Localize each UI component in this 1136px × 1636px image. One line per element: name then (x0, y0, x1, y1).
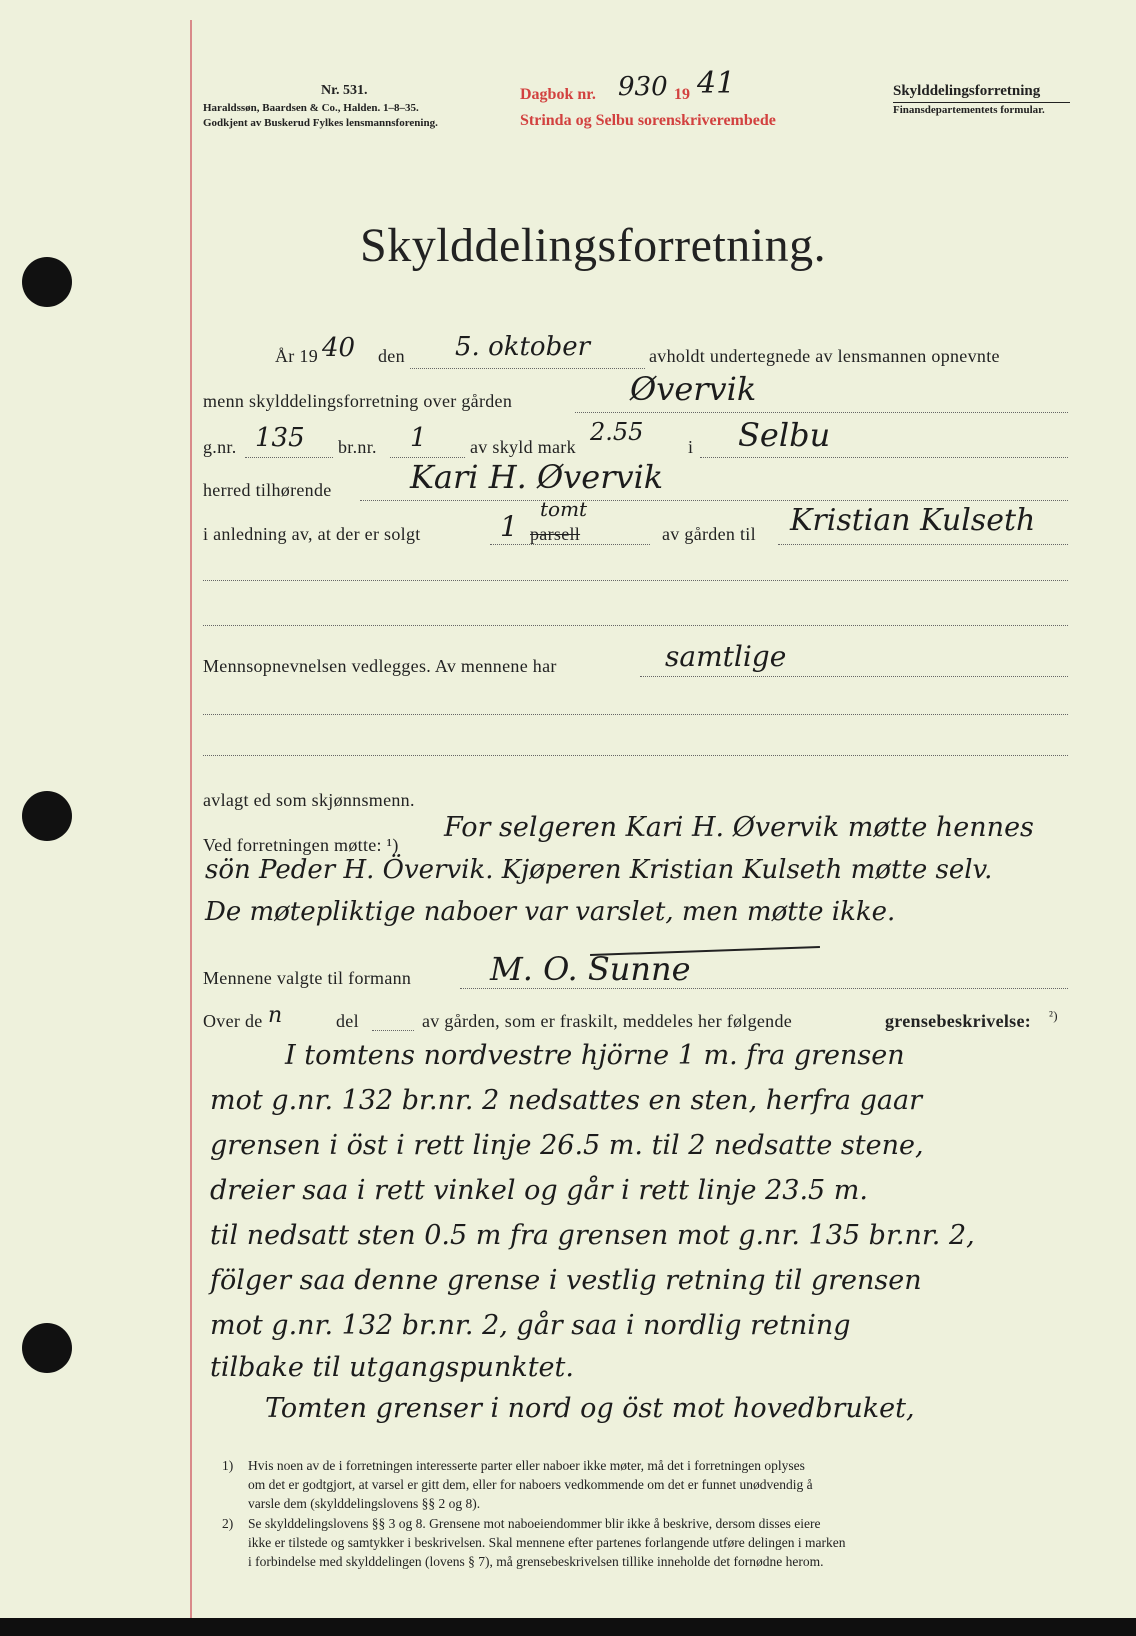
dagbok-year: 41 (697, 66, 736, 101)
dagbok-stamp-label: Dagbok nr. (520, 86, 596, 103)
formann-label: Mennene valgte til formann (203, 968, 412, 988)
brnr-value: 1 (410, 423, 427, 453)
punch-hole (22, 257, 72, 307)
form-subtitle-right: Finansdepartementets formular. (893, 104, 1045, 116)
motte-line-1: For selgeren Kari H. Øvervik møtte hennes (444, 812, 1034, 843)
date-dots (410, 368, 645, 369)
desc-line-3: grensen i öst i rett linje 26.5 m. til 2 nedsatte stene, (210, 1130, 924, 1161)
desc-line-8: tilbake til utgangspunktet. (210, 1352, 574, 1383)
buyer-value: Kristian Kulseth (790, 503, 1036, 538)
gnr-value: 135 (255, 423, 305, 453)
desc-line-2: mot g.nr. 132 br.nr. 2 nedsattes en sten, herfra gaar (210, 1085, 922, 1116)
desc-line-5: til nedsatt sten 0.5 m fra grensen mot g.nr. 135 br.nr. 2, (210, 1220, 975, 1251)
blank-dots (203, 580, 1068, 581)
avlagt-label: avlagt ed som skjønnsmenn. (203, 790, 415, 810)
av-garden-label: av gården til (662, 524, 756, 544)
herred-label: herred tilhørende (203, 480, 332, 500)
avholdt-text: avholdt undertegnede av lensmannen opnevnte (649, 346, 1000, 366)
footnote-2-number: 2) (222, 1516, 234, 1531)
blank-dots (203, 625, 1068, 626)
approval-line: Godkjent av Buskerud Fylkes lensmannsforening. (203, 117, 438, 129)
title-underline (893, 102, 1070, 103)
punch-hole (22, 791, 72, 841)
anledning-label: i anledning av, at der er solgt (203, 524, 421, 544)
mennsopnevnelsen-label: Mennsopnevnelsen vedlegges. Av mennene har (203, 656, 557, 676)
gnr-dots (245, 457, 333, 458)
farm-dots (575, 412, 1068, 413)
form-number: Nr. 531. (321, 83, 368, 98)
farm-value: Øvervik (630, 370, 757, 408)
del-dots (372, 1030, 414, 1031)
footnote-2-line: i forbindelse med skylddelingen (lovens § 7), må grensebeskrivelsen tillike inneholde det fornødne herom. (248, 1554, 824, 1569)
page-title: Skylddelingsforretning. (360, 219, 827, 272)
blank-dots (203, 755, 1068, 756)
buyer-dots (778, 544, 1068, 545)
desc-line-9: Tomten grenser i nord og öst mot hovedbruket, (265, 1393, 915, 1424)
desc-line-4: dreier saa i rett vinkel og går i rett linje 23.5 m. (210, 1175, 868, 1206)
footnote-1-number: 1) (222, 1458, 234, 1473)
dagbok-number: 930 (618, 72, 668, 102)
blank-dots (203, 714, 1068, 715)
printer-line: Haraldssøn, Baardsen & Co., Halden. 1–8–35. (203, 102, 419, 114)
brnr-label: br.nr. (338, 437, 377, 457)
over-value: n (268, 1003, 283, 1028)
grense-footnote-ref: ²) (1049, 1008, 1058, 1023)
punch-hole (22, 1323, 72, 1373)
footnote-2-line: Se skylddelingslovens §§ 3 og 8. Grensene mot naboeiendommer blir ikke å beskrive, dersom disses eiere (248, 1516, 821, 1531)
ved-label: Ved forretningen møtte: ¹) (203, 835, 399, 855)
parsell-dots (490, 544, 650, 545)
parsell-label: parsell (530, 524, 581, 544)
den-label: den (378, 346, 405, 366)
owner-value: Kari H. Øvervik (410, 458, 664, 496)
skyld-label: av skyld mark (470, 437, 576, 457)
del-label: del (336, 1011, 359, 1031)
year-value: 40 (322, 333, 356, 363)
owner-dots (360, 500, 1068, 501)
formann-value: M. O. Sunne (490, 950, 691, 988)
desc-line-1: I tomtens nordvestre hjörne 1 m. fra grensen (285, 1040, 905, 1071)
gnr-label: g.nr. (203, 437, 237, 457)
footnote-1-line: om det er godtgjort, at varsel er gitt dem, eller for naboers vedkommende om det er funnet unødvendig å (248, 1477, 813, 1492)
grense-label: grensebeskrivelse: (885, 1011, 1032, 1031)
mennene-dots (640, 676, 1068, 677)
herred-dots (700, 457, 1068, 458)
mennene-value: samtlige (665, 640, 787, 673)
desc-line-6: fölger saa denne grense i vestlig retning til grensen (210, 1265, 922, 1296)
skyld-value: 2.55 (590, 418, 644, 446)
office-stamp: Strinda og Selbu sorenskriverembede (520, 112, 776, 129)
motte-line-3: De møtepliktige naboer var varslet, men møtte ikke. (205, 897, 896, 927)
footnote-2-line: ikke er tilstede og samtykker i beskrivelsen. Skal mennene efter partenes forlangende utføre delingen i marken (248, 1535, 846, 1550)
menn-label: menn skylddelingsforretning over gården (203, 391, 513, 411)
tomt-value: tomt (540, 497, 588, 521)
footnote-1-line: varsle dem (skylddelingslovens §§ 2 og 8). (248, 1496, 481, 1511)
count-value: 1 (500, 510, 518, 543)
form-title-right: Skylddelingsforretning (893, 83, 1041, 99)
motte-line-2: sön Peder H. Övervik. Kjøperen Kristian Kulseth møtte selv. (205, 855, 993, 885)
desc-line-7: mot g.nr. 132 br.nr. 2, går saa i nordlig retning (210, 1310, 851, 1341)
aar-label: År 19 (275, 346, 318, 366)
footnote-1-line: Hvis noen av de i forretningen interesserte parter eller naboer ikke møter, må det i forretningen oplyses (248, 1458, 805, 1473)
over-label: Over de (203, 1011, 263, 1031)
year-prefix: 19 (674, 86, 690, 103)
formann-dots (460, 988, 1068, 989)
date-value: 5. oktober (455, 332, 591, 362)
margin-rule (190, 20, 192, 1618)
fraskilt-label: av gården, som er fraskilt, meddeles her følgende (422, 1011, 793, 1031)
i-label: i (688, 437, 694, 457)
herred-value: Selbu (738, 416, 831, 454)
